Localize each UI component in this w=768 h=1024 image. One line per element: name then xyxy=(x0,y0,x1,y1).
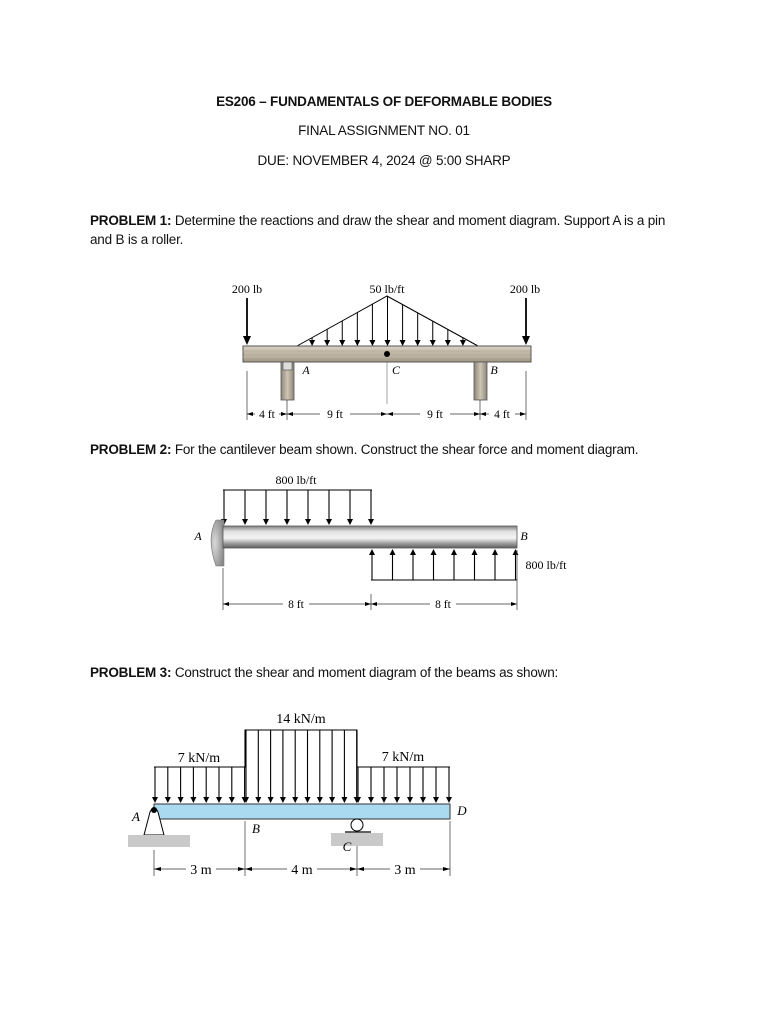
p2-load-top-label: 800 lb/ft xyxy=(275,473,317,487)
problem-3-statement xyxy=(90,663,680,682)
p3-dim-3: 3 m xyxy=(394,863,416,878)
p1-point-load-right xyxy=(522,298,530,345)
p3-point-b-label: B xyxy=(252,821,260,836)
p3-load-arrow xyxy=(152,797,158,803)
p3-load-arrow xyxy=(317,797,323,803)
p2-beam xyxy=(223,526,517,548)
p3-load-arrow xyxy=(178,797,184,803)
p1-load-left-label: 200 lb xyxy=(231,282,263,296)
p3-load-arrow xyxy=(407,797,413,803)
p3-load-mid-label: 14 kN/m xyxy=(276,712,326,727)
assignment-number: FINAL ASSIGNMENT NO. 01 xyxy=(298,123,470,138)
p1-load-right-label: 200 lb xyxy=(509,282,541,296)
p2-dim-1: 8 ft xyxy=(288,599,304,611)
p3-point-d-label: D xyxy=(457,803,467,818)
p1-dim-3: 9 ft xyxy=(427,409,443,421)
p1-load-arrow xyxy=(445,340,451,346)
p3-load-arrow xyxy=(381,797,387,803)
p3-load-arrow xyxy=(394,797,400,803)
problem-2-figure xyxy=(186,468,584,623)
p3-load-left-label: 7 kN/m xyxy=(177,751,221,766)
p1-dim-4: 4 ft xyxy=(494,409,510,421)
p1-load-mid-label: 50 lb/ft xyxy=(369,282,405,296)
p1-point-a-label: A xyxy=(302,363,310,377)
p1-load-arrow xyxy=(385,340,391,346)
p2-load-arrow-up xyxy=(390,549,396,555)
due-date: DUE: NOVEMBER 4, 2024 @ 5:00 SHARP xyxy=(257,153,511,168)
p3-load-arrow xyxy=(203,797,209,803)
p2-fixed-wall xyxy=(211,520,224,566)
problem-1-text: Determine the reactions and draw the shear and moment diagram. Support A is a pin and B is a roller. xyxy=(90,213,666,247)
p2-load-arrow-down xyxy=(305,519,311,525)
p2-point-b-label: B xyxy=(520,529,528,543)
p1-load-arrow xyxy=(415,340,421,346)
p3-dim-1: 3 m xyxy=(190,863,212,878)
p2-load-arrow-up xyxy=(431,549,437,555)
problem-3-label: PROBLEM 3: xyxy=(90,665,172,680)
p3-load-arrow xyxy=(216,797,222,803)
problem-1-figure xyxy=(220,276,550,426)
p1-load-arrow xyxy=(430,340,436,346)
p3-dim-2: 4 m xyxy=(291,863,313,878)
p1-support-b xyxy=(474,362,487,400)
p1-load-arrow xyxy=(354,340,360,346)
p3-distributed-load xyxy=(152,730,452,803)
problem-2-text: For the cantilever beam shown. Construct the shear force and moment diagram. xyxy=(171,442,639,457)
p2-dim-2: 8 ft xyxy=(435,599,451,611)
p3-roller-support-c xyxy=(331,819,383,846)
p1-point-load-left xyxy=(243,298,251,345)
p3-point-c-label: C xyxy=(342,839,352,854)
p1-load-arrow xyxy=(309,340,315,346)
p3-load-arrow xyxy=(292,797,298,803)
p2-load-arrow-down xyxy=(326,519,332,525)
p2-load-arrow-up xyxy=(410,549,416,555)
p1-point-c-label: C xyxy=(391,363,401,377)
problem-3-figure xyxy=(88,700,508,882)
p2-load-arrow-up xyxy=(513,549,519,555)
p1-support-a xyxy=(281,362,294,400)
p1-load-arrow xyxy=(460,340,466,346)
p1-dim-1: 4 ft xyxy=(259,409,275,421)
p2-load-arrow-down xyxy=(368,519,374,525)
p2-load-bottom-label: 800 lb/ft xyxy=(525,558,567,572)
p3-point-a-label: A xyxy=(132,809,140,824)
p3-load-arrow xyxy=(268,797,274,803)
document-title: ES206 – FUNDAMENTALS OF DEFORMABLE BODIES xyxy=(216,94,552,109)
p3-load-arrow xyxy=(165,797,171,803)
p2-load-arrow-down xyxy=(284,519,290,525)
p3-beam xyxy=(154,804,450,819)
p3-load-arrow xyxy=(305,797,311,803)
p3-load-arrow xyxy=(433,797,439,803)
p3-load-arrow xyxy=(329,797,335,803)
p3-load-arrow xyxy=(446,797,452,803)
p2-load-arrow-up xyxy=(492,549,498,555)
p3-load-arrow xyxy=(368,797,374,803)
p2-load-arrow-up xyxy=(451,549,457,555)
p3-load-arrow xyxy=(280,797,286,803)
problem-2-statement xyxy=(90,440,680,459)
p1-load-arrow xyxy=(339,340,345,346)
p3-load-arrow xyxy=(255,797,261,803)
p1-triangular-load xyxy=(297,296,478,346)
p2-load-arrow-down xyxy=(242,519,248,525)
p2-load-arrow-up xyxy=(369,549,375,555)
p1-load-arrow xyxy=(400,340,406,346)
p1-dim-2: 9 ft xyxy=(327,409,343,421)
p2-point-a-label: A xyxy=(194,529,202,543)
p1-load-arrow xyxy=(369,340,375,346)
p1-point-b-label: B xyxy=(490,363,498,377)
problem-2-label: PROBLEM 2: xyxy=(90,442,172,457)
problem-1-statement xyxy=(90,211,680,249)
p2-distributed-load-top xyxy=(221,490,374,525)
p3-load-arrow xyxy=(229,797,235,803)
problem-3-text: Construct the shear and moment diagram of the beams as shown: xyxy=(171,665,559,680)
p2-load-arrow-up xyxy=(472,549,478,555)
p1-load-arrow xyxy=(324,340,330,346)
p2-load-arrow-down xyxy=(347,519,353,525)
p3-load-right-label: 7 kN/m xyxy=(381,750,425,765)
p2-load-arrow-down xyxy=(263,519,269,525)
p3-load-arrow xyxy=(420,797,426,803)
problem-1-label: PROBLEM 1: xyxy=(90,213,172,228)
p2-distributed-load-bottom xyxy=(369,549,519,580)
p3-load-arrow xyxy=(190,797,196,803)
p3-load-arrow xyxy=(341,797,347,803)
